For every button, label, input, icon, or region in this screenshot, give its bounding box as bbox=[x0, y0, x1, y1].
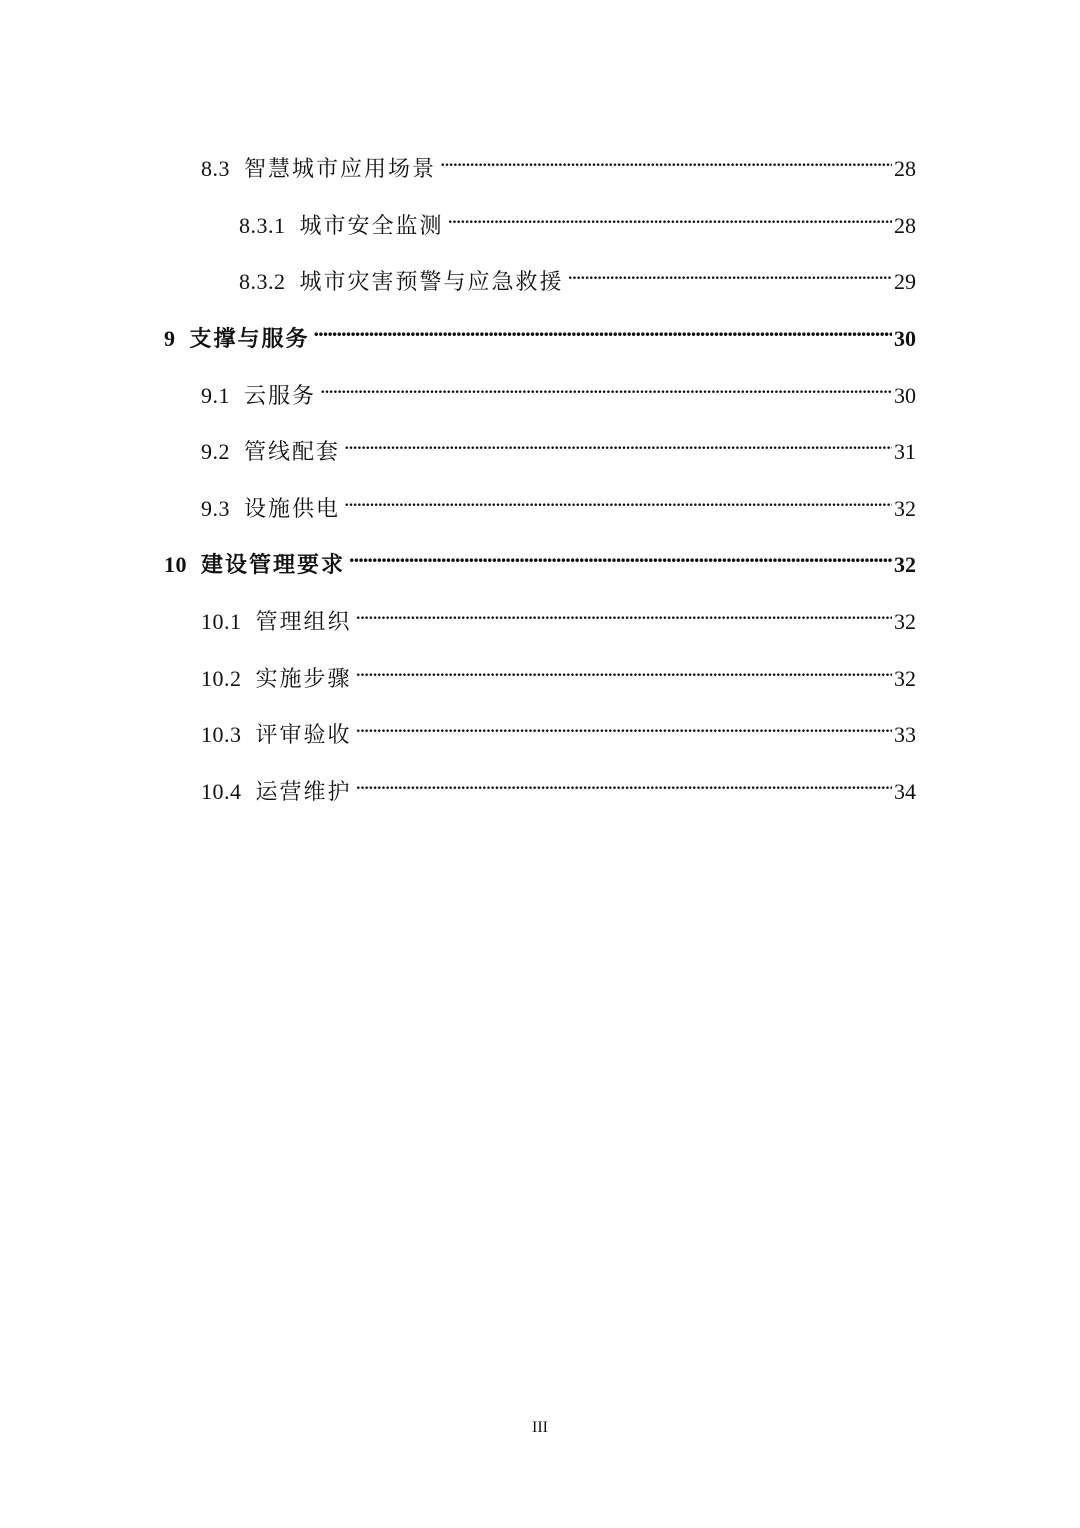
dot-leader bbox=[344, 425, 892, 459]
toc-entry-page: 30 bbox=[894, 326, 916, 351]
toc-entry-title: 管理组织 bbox=[255, 609, 352, 634]
toc-entry-title: 云服务 bbox=[244, 383, 317, 408]
toc-entry-10-1[interactable] bbox=[201, 595, 916, 634]
toc-entry-page: 32 bbox=[894, 666, 916, 691]
toc-entry-number: 8.3.2 bbox=[239, 269, 286, 294]
toc-entry-10-3[interactable] bbox=[201, 708, 916, 747]
dot-leader bbox=[448, 199, 892, 233]
page-footer-number: III bbox=[532, 1419, 548, 1436]
toc-entry-number: 9 bbox=[164, 326, 176, 351]
toc-entry-number: 9.3 bbox=[201, 496, 230, 521]
toc-entry-page: 29 bbox=[894, 269, 916, 294]
toc-entry-number: 10.4 bbox=[201, 779, 242, 804]
dot-leader bbox=[356, 708, 892, 742]
toc-entry-page: 33 bbox=[894, 722, 916, 747]
dot-leader bbox=[568, 255, 892, 289]
toc-entry-number: 8.3 bbox=[201, 156, 230, 181]
toc-entry-page: 31 bbox=[894, 439, 916, 464]
dot-leader bbox=[344, 482, 892, 516]
toc-entry-page: 32 bbox=[894, 552, 916, 577]
toc-entry-page: 30 bbox=[894, 383, 916, 408]
toc-entry-title: 城市安全监测 bbox=[299, 213, 444, 238]
toc-entry-title: 设施供电 bbox=[244, 496, 341, 521]
toc-entry-page: 32 bbox=[894, 609, 916, 634]
dot-leader bbox=[314, 312, 892, 346]
toc-entry-number: 10.3 bbox=[201, 722, 242, 747]
toc-entry-number: 9.1 bbox=[201, 383, 230, 408]
toc-entry-10[interactable] bbox=[164, 538, 916, 577]
toc-entry-page: 32 bbox=[894, 496, 916, 521]
toc-entry-10-2[interactable] bbox=[201, 652, 916, 691]
toc-entry-8-3-2[interactable] bbox=[239, 255, 916, 294]
dot-leader bbox=[356, 595, 892, 629]
toc-entry-page: 28 bbox=[894, 213, 916, 238]
toc-entry-number: 10.2 bbox=[201, 666, 242, 691]
toc-entry-title: 运营维护 bbox=[255, 779, 352, 804]
toc-entry-page: 28 bbox=[894, 156, 916, 181]
toc-entry-9-1[interactable] bbox=[201, 369, 916, 408]
toc-entry-page: 34 bbox=[894, 779, 916, 804]
toc-entry-number: 8.3.1 bbox=[239, 213, 286, 238]
toc-entry-title: 城市灾害预警与应急救援 bbox=[299, 269, 564, 294]
toc-entry-8-3-1[interactable] bbox=[239, 199, 916, 238]
dot-leader bbox=[440, 142, 892, 176]
toc-entry-title: 管线配套 bbox=[244, 439, 341, 464]
dot-leader bbox=[356, 765, 892, 799]
toc-entry-title: 智慧城市应用场景 bbox=[244, 156, 437, 181]
dot-leader bbox=[356, 652, 892, 686]
toc-entry-title: 实施步骤 bbox=[255, 666, 352, 691]
toc-entry-number: 9.2 bbox=[201, 439, 230, 464]
toc-entry-number: 10 bbox=[164, 552, 187, 577]
toc-entry-number: 10.1 bbox=[201, 609, 242, 634]
toc-entry-9-3[interactable] bbox=[201, 482, 916, 521]
toc-entry-8-3[interactable] bbox=[201, 142, 916, 181]
toc-entry-title: 支撑与服务 bbox=[189, 326, 310, 351]
toc-entry-title: 评审验收 bbox=[255, 722, 352, 747]
toc-entry-10-4[interactable] bbox=[201, 765, 916, 804]
toc-entry-9[interactable] bbox=[164, 312, 916, 351]
toc-entry-title: 建设管理要求 bbox=[201, 552, 346, 577]
toc-entry-9-2[interactable] bbox=[201, 425, 916, 464]
dot-leader bbox=[349, 538, 892, 572]
dot-leader bbox=[320, 369, 892, 403]
